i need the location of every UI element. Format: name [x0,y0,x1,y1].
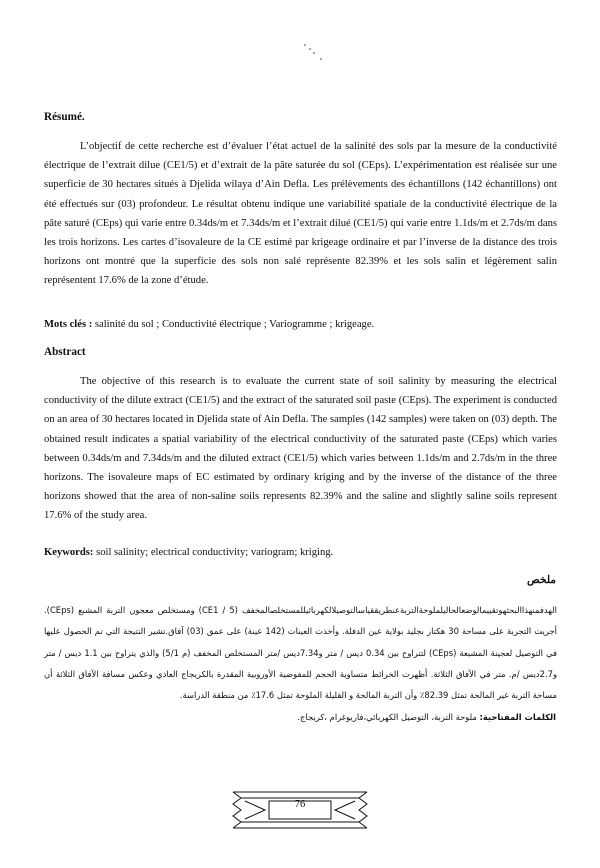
resume-keywords-label: Mots clés : [44,319,93,330]
abstract-keywords [44,545,564,561]
abstract-keywords-label: Keywords: [44,547,94,558]
scan-specks [300,42,330,64]
arabic-keywords-label: الكلمات المفتاحية: [479,712,556,722]
abstract-text: The objective of this research is to evaluate the current state of soil salinity by measuring the electrical conductivity of the dilute extract (CE1/5) and the extract of the saturated soil paste (CEps). The experiment is conducted on an area of 30 hectares located in Djelida state of Ain Defla. The samples (142 samples) were taken on (03) depth. The obtained result indicates a spatial variability of the electrical conductivity of the saturated paste (CEps) which varies between 0.34ds/m and 7.34ds/m and the diluted extract (CE1/5) which varies between 1.1ds/m and 2.7ds/m in the three horizons. The isovaleure maps of EC estimated by ordinary kriging and by the inverse of the distance of the three horizons showed that the area of non-saline soils represents 82.39% and the saline and slightly saline soils represent 17.6% of the study area. [44,376,557,522]
resume-title: Résumé. [44,111,85,123]
resume-text: L’objectif de cette recherche est d’évaluer l’état actuel de la salinité des sols par la mesure de la conductivité électrique de l’extrait dilue (CE1/5) et d’extrait de la pâte saturée du sol (CEps). L’expérimentation est réalisée sur une superficie de 30 hectares situés à Djelida wilaya d’Ain Defla. Les prélèvements des échantillons (142 échantillons) ont été effectués sur (03) profondeur. Le résultat obtenu indique une variabilité spatiale de la conductivité électrique de la pâte saturé (CEps) qui varie entre 0.34ds/m et 7.34ds/m et l’extrait dilué (CE1/5) qui varie entre 1.1ds/m et 2.7ds/m dans les trois horizons. Les cartes d’isovaleure de la CE estimé par krigeage ordinaire et par l’inverse de la distance des trois horizons ont montré que la superficie des sols non salé représente 82.39% et les sols salin et légèrement salin représentent 17.6% de la zone d’étude. [44,141,557,287]
arabic-keywords-text: ملوحة التربة، التوصيل الكهربائي،فاريوغرام ،كريجاج. [297,712,480,722]
abstract-keywords-text: soil salinity; electrical conductivity; variogram; kriging. [93,547,334,558]
arabic-keywords [297,712,556,722]
resume-keywords [44,317,564,333]
page-number: 76 [294,799,306,810]
arabic-paragraph: الهدفمنهذاالبحثهوتقييمالوضعالحاليلملوحةالتربةعنطريققياسالتوصيلالكهربائيللمستخلصالمخفف (CE1 / 5) ومستخلص معجون التربة المشبع (CEps). أجريت التجربة على مساحة 30 هكتار بجليد بولاية عين الدفلة. وأخذت العينات (142 عينة) على عمق (03) آفاق.تشير النتيجة التي تم الحصول عليها في التوصيل لعجينة المشبعة (CEps) لتتراوح بين 0.34 ديس / متر و7.34ديس /متر المستخلص المخفف (م 5/1) والذي يتراوح بين 1.1 ديس / متر و2.7ديس /م. متر في الآفاق الثلاثة. أظهرت الخرائط متساوية الحجم للمفوضية الأوروبية المقدرة بالكريجاج العادي وعكس مسافة الآفاق الثلاثة أن مساحة التربة غير المالحة تمثل 82.39٪ وأن التربة المالحة و القليلة الملوحة تمثل 17.6٪ من منطقة الدراسة. [44,605,557,701]
abstract-title: Abstract [44,346,86,358]
abstract-paragraph [44,372,557,526]
resume-paragraph [44,137,557,291]
resume-keywords-text: salinité du sol ; Conductivité électrique ; Variogramme ; krigeage. [92,319,375,330]
arabic-title: ملخص [527,575,556,586]
